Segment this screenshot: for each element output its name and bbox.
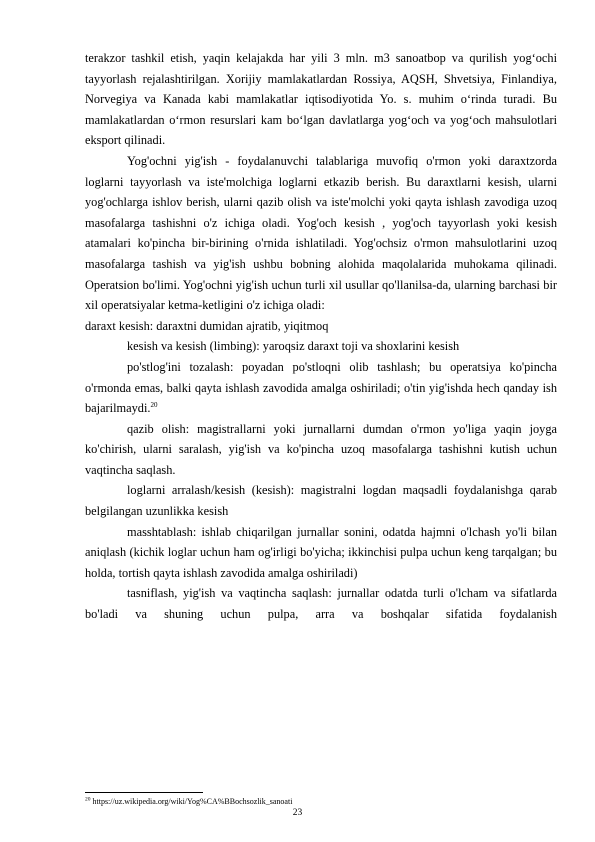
- document-body: [85, 48, 557, 625]
- paragraph-9: tasniflash, yig'ish va vaqtincha saqlash: jurnallar odatda turli o'lcham va sifatlarda bo'ladi va shuning uchun pulpa, arra va boshqalar sifatida foydalanish: [85, 586, 557, 622]
- footnote: [85, 797, 292, 807]
- paragraph-3: daraxt kesish: daraxtni dumidan ajratib, yiqitmoq: [85, 318, 329, 333]
- paragraph-7: loglarni arralash/kesish (kesish): magistralni logdan maqsadli foydalanishga qarab belgilangan uzunlikka kesish: [85, 483, 557, 519]
- footnote-number: 20: [85, 796, 91, 803]
- paragraph-5-text: po'stlog'ini tozalash: poyadan po'stloqni olib tashlash; bu operatsiya ko'pincha o'rmonda emas, balki qayta ishlash zavodida amalga oshiriladi; o'tin yig'ishda hech qanday ish bajarilmaydi.: [85, 359, 557, 416]
- footnote-divider: [85, 792, 203, 793]
- footnote-link[interactable]: https://uz.wikipedia.org/wiki/Yog%CA%BBochsozlik_sanoati: [92, 797, 293, 806]
- page-number: 23: [292, 808, 303, 818]
- footnote-ref[interactable]: 20: [150, 400, 158, 409]
- paragraph-5: [85, 357, 557, 419]
- paragraph-2: Yog'ochni yig'ish - foydalanuvchi talablariga muvofiq o'rmon yoki daraxtzorda loglarni tayyorlash va iste'molchiga loglarni etkazib berish. Bu daraxtlarni kesish, ularni yog'ochlarga ishlov berish, ularni qazib olish va iste'molchi yoki qayta ishlash zavodiga uzoq masofalarga tashishni o'z ichiga oladi. Yog'och kesish , yog'och tayyorlash yoki kesish atamalari ko'pincha bir-birining o'rnida ishlatiladi. Yog'ochsiz o'rmon mahsulotlarini uzoq masofalarga tashish va yig'ish ushbu bobning alohida maqolalarida muhokama qilinadi. Operatsion bo'limi. Yog'ochni yig'ish uchun turli xil usullar qo'llanilsa-da, ularning barchasi bir xil operatsiyalar ketma-ketligini o'z ichiga oladi:: [85, 153, 557, 313]
- paragraph-6: qazib olish: magistrallarni yoki jurnallarni dumdan o'rmon yo'liga yaqin joyga ko'chirish, ularni saralash, yig'ish va ko'pincha uzoq masofalarga tashishni kutish uchun vaqtincha saqlash.: [85, 421, 557, 477]
- paragraph-8: masshtablash: ishlab chiqarilgan jurnallar sonini, odatda hajmni o'lchash yo'li bilan aniqlash (kichik loglar uchun ham og'irligi bo'yicha; ikkinchisi pulpa uchun keng tarqalgan; bu holda, tortish qayta ishlash zavodida amalga oshiriladi): [85, 524, 557, 580]
- paragraph-4: kesish va kesish (limbing): yaroqsiz daraxt toji va shoxlarini kesish: [127, 339, 460, 354]
- paragraph-1: terakzor tashkil etish, yaqin kelajakda har yili 3 mln. m3 sanoatbop va qurilish yog‘ochi tayyorlash rejalashtirilgan. Xorijiy mamlakatlardan Rossiya, AQSH, Shvetsiya, Finlandiya, Norvegiya va Kanada kabi mamlakatlar iqtisodiyotida Yo. s. muhim o‘rinda turadi. Bu mamlakatlardan o‘rmon resurslari kam bo‘lgan davlatlarga yog‘och va yog‘och mahsulotlari eksport qilinadi.: [85, 51, 557, 148]
